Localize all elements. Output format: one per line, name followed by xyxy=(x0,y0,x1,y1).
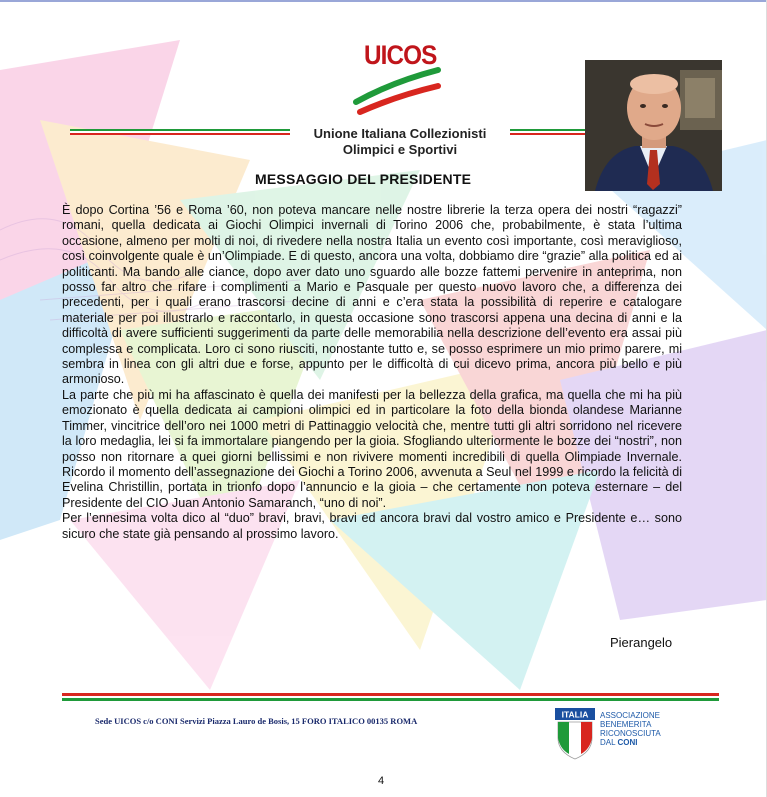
page-number: 4 xyxy=(378,775,385,787)
italia-shield-icon xyxy=(555,708,595,760)
message-body xyxy=(62,203,682,542)
signature: Pierangelo xyxy=(610,635,673,650)
message-paragraph: È dopo Cortina ’56 e Roma ’60, non poteva mancare nelle nostre librerie la terza opera dei nostri “ragazzi” romani, quella dedicata ai Giochi Olimpici invernali di Torino 2006 che, probabilmente, è stata l’ultima occasione, almeno per molti di noi, di rivedere nella nostra Italia un evento così importante, così meraviglioso, così coinvolgente quale è un’Olimpiade. E di questo, ancora una volta, dobbiamo dire “grazie” alla politica ed ai politicanti. Ma bando alle ciance, dopo aver dato uno sguardo alle bozze fattemi pervenire in anteprima, non posso far altro che rifare i complimenti a Mario e Pasquale per questo nuovo lavoro che, a differenza dei precedenti, per i quali erano trascorsi decine di anni e c’era stata la possibilità di reperire e catalogare materiale per poi illustrarlo e raccontarlo, in questa occasione sono trascorsi appena una decina di anni e la difficoltà di avere sufficienti suggerimenti da parte delle memorabilia nella descrizione dell’evento era assai più complessa e complicata. Loro ci sono riusciti, nonostante tutto e, se posso esprimere un mio primo parere, mi sembra in linea con gli altri due e forse, appunto per le difficoltà di cui dicevo prima, ancora più bello e più armonioso. xyxy=(62,203,682,387)
uicos-logo xyxy=(352,40,442,115)
message-paragraph: La parte che più mi ha affascinato è quella dei manifesti per la bellezza della grafica, ma quella che mi ha più emozionato è quella dedicata ai campioni olimpici ed in particolare la foto della bionda olandese Marianne Timmer, vincitrice dell’oro nei 1000 metri di Pattinaggio velocità che, mentre tutti gli altri sorridono nel ricevere la loro medaglia, lei si fa immortalare piangendo per la gioia. Sfogliando ulteriormente le bozze dei “nostri”, non posso non ritornare a quei giorni bellissimi e non rivivere momenti incredibili di quella Olimpiade Invernale. Ricordo il momento dell’assegnazione dei Giochi a Torino 2006, avvenuta a Seul nel 1999 e ricordo la felicità di Evelina Christillin, portata in trionfo dopo l’annuncio e la gioia – che certamente non poteva esternare – del Presidente del CIO Juan Antonio Samaranch, “uno di noi”. xyxy=(62,387,682,510)
page-title: MESSAGGIO DEL PRESIDENTE xyxy=(255,171,472,187)
president-photo xyxy=(585,60,722,191)
assoc-coni: CONI xyxy=(617,738,638,747)
assoc-line: BENEMERITA xyxy=(600,720,652,729)
org-name-line2: Olimpici e Sportivi xyxy=(342,142,458,157)
italia-badge-text: ITALIA xyxy=(561,709,589,720)
organization-name xyxy=(290,126,510,158)
assoc-line: RICONOSCIUTA xyxy=(600,729,661,738)
org-name-line1: Unione Italiana Collezionisti xyxy=(313,126,487,141)
logo-wordmark: UICOS xyxy=(364,40,437,70)
assoc-line xyxy=(600,738,661,747)
association-label xyxy=(600,711,661,747)
footer-address: Sede UICOS c/o CONI Servizi Piazza Lauro de Bosis, 15 FORO ITALICO 00135 ROMA xyxy=(95,716,418,726)
footer-divider xyxy=(62,693,719,703)
message-paragraph: Per l’ennesima volta dico al “duo” bravi, bravi, bravi ed ancora bravi dal vostro amico e Presidente e… sono sicuro che state già pensando al prossimo lavoro. xyxy=(62,511,682,541)
assoc-prefix: DAL xyxy=(600,738,618,747)
assoc-line: ASSOCIAZIONE xyxy=(600,711,661,720)
logo-swoosh-icon xyxy=(352,40,442,115)
